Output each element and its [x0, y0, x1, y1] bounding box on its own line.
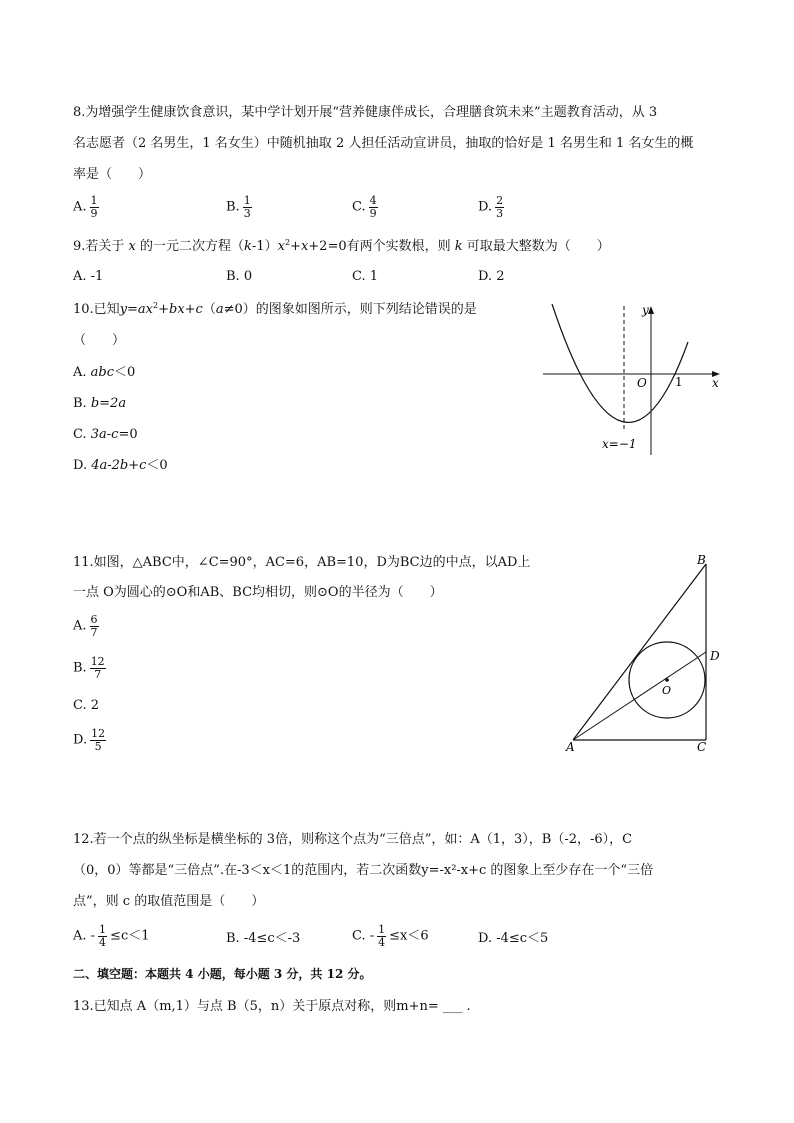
q10-line1 — [73, 303, 477, 316]
center-dot — [665, 678, 669, 682]
q10-option-d — [73, 459, 168, 472]
q9-text: + — [290, 239, 301, 254]
q10-option-c — [73, 428, 138, 441]
numerator: 1 — [243, 194, 251, 207]
fraction — [90, 195, 99, 219]
option-value: 2 — [90, 698, 100, 713]
q10-expr: y=ax — [119, 302, 154, 317]
fraction — [495, 195, 504, 219]
option-expr: b=2a — [90, 396, 127, 411]
option-tail: ≤c＜1 — [110, 928, 150, 944]
segment-ab — [573, 564, 706, 740]
denominator: 3 — [243, 206, 251, 220]
q9-var-k: k — [244, 239, 252, 254]
q9-stem — [73, 240, 610, 253]
label-b: B — [697, 553, 706, 567]
numerator: 1 — [90, 194, 98, 207]
q9-text: 9.若关于 — [73, 239, 129, 254]
q11-triangle-figure — [560, 548, 730, 758]
q11-line2: 一点 O为圆心的⊙O和AB、BC均相切，则⊙O的半径为（ ） — [73, 585, 443, 600]
option-label: B. — [226, 199, 240, 215]
option-label: B. — [73, 396, 91, 411]
fraction — [377, 924, 386, 948]
q8-option-b — [226, 195, 255, 219]
section-heading: 二、填空题：本题共 4 小题，每小题 3 分，共 12 分。 — [73, 967, 372, 981]
q9-option-a: A. -1 — [73, 269, 104, 284]
q10-exponent: 2 — [153, 301, 159, 310]
y-axis-arrow-icon — [648, 306, 654, 314]
option-expr: 3a-c — [90, 427, 119, 442]
numerator: 12 — [91, 727, 106, 740]
option-label: D. — [478, 199, 493, 215]
option-tail: ≤x＜6 — [389, 928, 429, 944]
option-label: D. — [73, 732, 88, 748]
q12-line1: 12.若一个点的纵坐标是横坐标的 3倍，则称这个点为“三倍点”，如：A（1，3），B（-2，-6），C — [73, 832, 633, 847]
q9-text: 可取最大整数为（ ） — [462, 239, 610, 254]
q9-option-b: B. 0 — [226, 269, 253, 284]
option-expr: abc — [90, 365, 115, 380]
fraction — [90, 614, 99, 638]
q9-var-k: k — [454, 239, 463, 254]
fraction — [98, 924, 107, 948]
q12-option-a — [73, 924, 150, 948]
parabola-curve — [552, 304, 688, 422]
q8-line3: 率是（ ） — [73, 167, 152, 182]
q8-option-a — [73, 195, 102, 219]
y-axis-label: y — [642, 303, 649, 317]
root-label: 1 — [675, 375, 683, 389]
option-tail: ＜0 — [114, 365, 136, 380]
q10-text: 10.已知 — [73, 302, 120, 317]
q12-option-c — [352, 924, 429, 948]
denominator: 9 — [90, 206, 98, 220]
denominator: 5 — [94, 739, 102, 753]
q10-expr: a — [215, 302, 224, 317]
q11-line1: 11.如图，△ABC中，∠C=90°，AC=6，AB=10，D为BC边的中点，以AD上 — [73, 555, 531, 570]
numerator: 1 — [378, 923, 386, 936]
option-label: C. — [73, 427, 91, 442]
denominator: 3 — [496, 206, 504, 220]
q11-option-a — [73, 614, 102, 638]
q12-line3: 点”，则 c 的取值范围是（ ） — [73, 894, 265, 909]
q8-line1: 8.为增强学生健康饮食意识，某中学计划开展“营养健康伴成长，合理膳食筑未来”主题教育活动，从 3 — [73, 105, 658, 120]
q8-option-c — [352, 195, 381, 219]
q10-option-a — [73, 366, 135, 379]
label-a: A — [566, 740, 575, 754]
label-d: D — [710, 649, 720, 663]
numerator: 4 — [369, 194, 377, 207]
q9-var-x: x — [128, 239, 136, 254]
q9-var-x: x — [300, 239, 309, 254]
origin-label: O — [637, 376, 647, 390]
denominator: 4 — [99, 935, 107, 949]
option-label: B. — [73, 660, 87, 676]
q9-var-x: x — [277, 239, 285, 254]
option-label: A. - — [73, 928, 96, 944]
option-label: C. - — [352, 928, 375, 944]
q10-text: （ — [202, 302, 216, 317]
option-expr: 4a-2b+c — [91, 458, 147, 473]
q12-option-b: B. -4≤c＜-3 — [226, 931, 301, 946]
q9-option-d: D. 2 — [478, 269, 505, 284]
denominator: 4 — [378, 935, 386, 949]
numerator: 1 — [99, 923, 107, 936]
q12-option-d: D. -4≤c＜5 — [478, 931, 549, 946]
option-label: A. — [73, 199, 87, 215]
q10-text: ≠0）的图象如图所示，则下列结论错误的是 — [223, 302, 477, 317]
q9-text: -1） — [251, 239, 278, 254]
q9-option-c: C. 1 — [352, 269, 379, 284]
numerator: 12 — [90, 655, 105, 668]
fraction — [243, 195, 252, 219]
numerator: 6 — [90, 613, 98, 626]
q10-option-b — [73, 397, 126, 410]
label-c: C — [697, 740, 707, 754]
q11-option-d — [73, 728, 109, 752]
q12-line2: （0，0）等都是“三倍点”.在-3＜x＜1的范围内，若二次函数y=-x²-x+c 的图象上至少存在一个“三倍 — [73, 863, 654, 878]
q13-stem: 13.已知点 A（m,1）与点 B（5，n）关于原点对称，则m+n= ___ . — [73, 999, 471, 1014]
q10-expr: +bx+c — [158, 302, 203, 317]
segment-ad — [573, 652, 706, 740]
q9-text: +2=0有两个实数根，则 — [308, 239, 455, 254]
denominator: 9 — [369, 206, 377, 220]
q8-option-d — [478, 195, 507, 219]
option-label: A. — [73, 365, 91, 380]
denominator: 7 — [90, 625, 98, 639]
option-tail: =0 — [118, 427, 138, 442]
option-tail: ＜0 — [146, 458, 168, 473]
q10-line2: （ ） — [73, 333, 126, 348]
label-o: O — [662, 684, 672, 697]
q10-parabola-graph — [538, 300, 728, 460]
option-label: C. — [352, 199, 366, 215]
q11-option-c — [73, 699, 99, 712]
q11-option-b — [73, 656, 109, 680]
symmetry-axis-label: x=−1 — [602, 437, 637, 451]
numerator: 2 — [496, 194, 504, 207]
fraction — [90, 656, 106, 680]
x-axis-label: x — [712, 376, 719, 390]
fraction — [369, 195, 378, 219]
q9-exponent: 2 — [284, 238, 291, 247]
denominator: 7 — [94, 667, 102, 681]
q8-line2: 名志愿者（2 名男生，1 名女生）中随机抽取 2 人担任活动宣讲员，抽取的恰好是 1 名男生和 1 名女生的概 — [73, 136, 694, 151]
option-label: C. — [73, 698, 87, 713]
option-label: A. — [73, 618, 87, 634]
fraction — [90, 728, 106, 752]
q9-text: 的一元二次方程（ — [135, 239, 245, 254]
option-label: D. — [73, 458, 92, 473]
